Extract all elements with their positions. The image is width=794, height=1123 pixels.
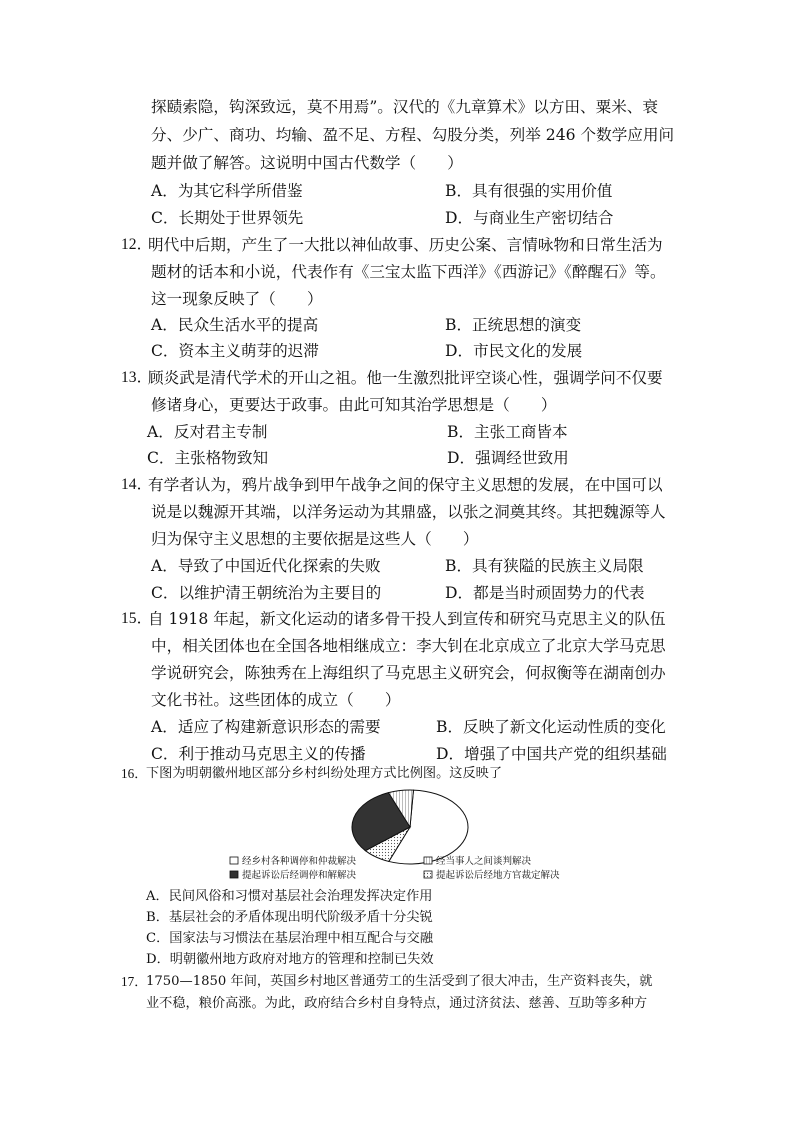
q15-option-b: B．反映了新文化运动性质的变化 xyxy=(436,718,666,736)
q16-stem: 下图为明朝徽州地区部分乡村纠纷处理方式比例图。这反映了 xyxy=(146,766,503,781)
q12-line-3: 这一现象反映了（ ） xyxy=(151,290,323,308)
q14-option-d: D．都是当时顽固势力的代表 xyxy=(445,584,645,602)
q13-line-2: 修诸身心，更要达于政事。由此可知其治学思想是（ ） xyxy=(151,396,557,414)
q14-line-1: 有学者认为，鸦片战争到甲午战争之间的保守主义思想的发展，在中国可以 xyxy=(148,476,663,494)
legend-swatch-2 xyxy=(424,857,432,864)
q13-line-1: 顾炎武是清代学术的开山之祖。他一生激烈批评空谈心性，强调学问不仅要 xyxy=(148,369,663,387)
q15-option-a: A．适应了构建新意识形态的需要 xyxy=(151,718,381,736)
q12-option-c: C．资本主义萌芽的迟滞 xyxy=(151,342,319,360)
q15-line-1: 自 1918 年起，新文化运动的诸多骨干投人到宣传和研究马克思主义的队伍 xyxy=(148,610,666,628)
q11-line-2: 分、少广、商功、均输、盈不足、方程、勾股分类，列举 246 个数学应用问 xyxy=(151,126,675,144)
legend-label-3: 提起诉讼后经调停和解解决 xyxy=(242,870,357,881)
q16-option-a: A．民间风俗和习惯对基层社会治理发挥决定作用 xyxy=(146,889,433,904)
q13-option-c: C．主张格物致知 xyxy=(147,449,269,467)
q16-option-c: C．国家法与习惯法在基层治理中相互配合与交融 xyxy=(146,931,434,946)
q15-option-d: D．增强了中国共产党的组织基础 xyxy=(436,745,667,763)
q11-option-a: A．为其它科学所借鉴 xyxy=(151,182,303,200)
q11-option-c: C．长期处于世界领先 xyxy=(151,209,304,227)
legend-swatch-4 xyxy=(424,871,432,878)
dispute-resolution-pie-chart xyxy=(222,785,602,887)
q15-number: 15． xyxy=(121,610,153,627)
q11-option-b: B．具有很强的实用价值 xyxy=(445,182,613,200)
q12-line-2: 题材的话本和小说，代表作有《三宝太监下西洋》《西游记》《醉醒石》等。 xyxy=(151,263,666,281)
q14-line-2: 说是以魏源开其端，以洋务运动为其鼎盛，以张之洞奠其终。其把魏源等人 xyxy=(151,503,666,521)
q14-number: 14． xyxy=(121,476,153,493)
q11-line-3: 题并做了解答。这说明中国古代数学（ ） xyxy=(151,154,463,172)
q14-option-a: A．导致了中国近代化探索的失败 xyxy=(151,557,381,575)
q17-number: 17． xyxy=(121,974,148,989)
q14-option-c: C．以维护清王朝统治为主要目的 xyxy=(151,584,382,602)
q15-line-2: 中，相关团体也在全国各地相继成立：李大钊在北京成立了北京大学马克思 xyxy=(151,637,666,655)
q13-option-a: A．反对君主专制 xyxy=(147,423,268,441)
legend-label-1: 经乡村各种调停和仲裁解决 xyxy=(242,856,357,867)
q12-option-b: B．正统思想的演变 xyxy=(445,316,582,334)
q12-number: 12． xyxy=(121,236,153,253)
q11-line-1: 探赜索隐，钩深致远，莫不用焉”。汉代的《九章算术》以方田、粟米、衰 xyxy=(151,98,658,116)
legend-swatch-3 xyxy=(230,871,238,878)
q16-option-d: D．明朝徽州地方政府对地方的管理和控制已失效 xyxy=(146,952,434,967)
q15-line-3: 学说研究会，陈独秀在上海组织了马克思主义研究会，何叔衡等在湖南创办 xyxy=(151,664,666,682)
q16-option-b: B．基层社会的矛盾体现出明代阶级矛盾十分尖锐 xyxy=(146,910,433,925)
q14-line-3: 归为保守主义思想的主要依据是这些人（ ） xyxy=(151,530,479,548)
q12-option-a: A．民众生活水平的提高 xyxy=(151,316,319,334)
legend-swatch-1 xyxy=(230,857,238,864)
q13-option-b: B．主张工商皆本 xyxy=(447,423,568,441)
q16-number: 16． xyxy=(121,766,148,781)
q13-option-d: D．强调经世致用 xyxy=(447,449,569,467)
q12-line-1: 明代中后期，产生了一大批以神仙故事、历史公案、言情咏物和日常生活为 xyxy=(148,236,663,254)
q15-option-c: C．利于推动马克思主义的传播 xyxy=(151,745,366,763)
q14-option-b: B．具有狭隘的民族主义局限 xyxy=(445,557,644,575)
legend-label-2: 经当事人之间谈判解决 xyxy=(436,856,532,867)
q17-line-2: 业不稳，粮价高涨。为此，政府结合乡村自身特点，通过济贫法、慈善、互助等多种方 xyxy=(146,996,648,1011)
legend-label-4: 提起诉讼后经地方官裁定解决 xyxy=(436,870,560,881)
q17-line-1: 1750—1850 年间，英国乡村地区普通劳工的生活受到了很大冲击，生产资料丧失，就 xyxy=(146,974,653,989)
q12-option-d: D．市民文化的发展 xyxy=(445,342,583,360)
q11-option-d: D．与商业生产密切结合 xyxy=(445,209,614,227)
q13-number: 13． xyxy=(121,369,153,386)
q15-line-4: 文化书社。这些团体的成立（ ） xyxy=(151,691,401,709)
